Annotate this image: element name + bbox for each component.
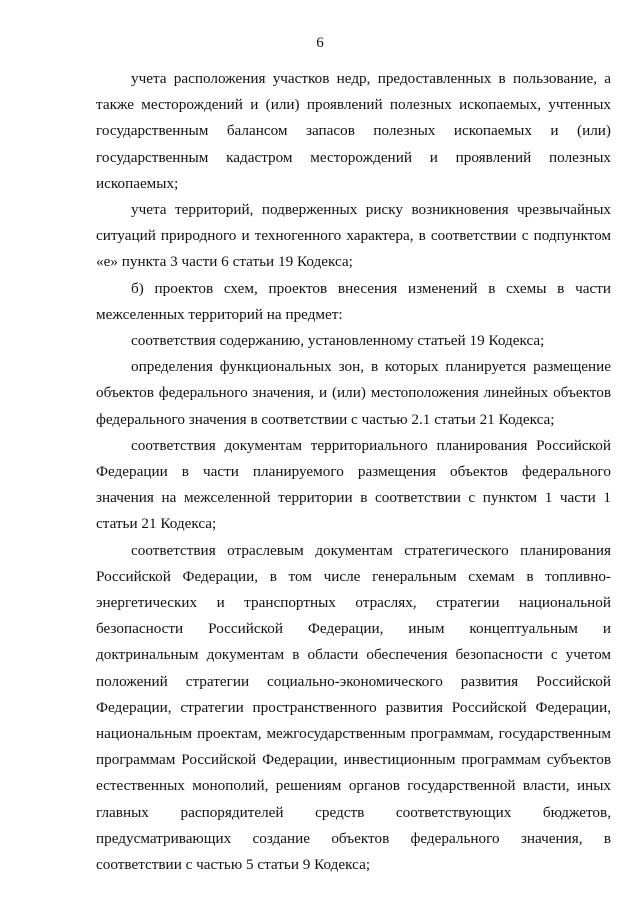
page-number: 6 xyxy=(316,35,324,51)
document-body xyxy=(96,66,611,878)
paragraph-functional-zones: определения функциональных зон, в которых планируется размещение объектов федерального значения, и (или) местоположения линейных объектов федерального значения в соответствии с частью 2.1 статьи 21 Кодекса; xyxy=(96,358,611,428)
paragraph-draft-schemes: б) проектов схем, проектов внесения изменений в схемы в части межселенных территорий на предмет: xyxy=(96,279,611,323)
paragraph-strategic-planning-compliance: соответствия отраслевым документам стратегического планирования Российской Федерации, в том числе генеральным схемам в топливно-энергетических и транспортных отраслях, стратегии национальной безопасности Российской Федерации, иным концептуальным и доктринальным документам в области обеспечения безопасности с учетом положений стратегии социально-экономического развития Российской Федерации, стратегии пространственного развития Российской Федерации, национальным проектам, межгосударственным программам, государственным программам Российской Федерации, инвестиционным программам субъектов естественных монополий, решениям органов государственной власти, иных главных распорядителей средств соответствующих бюджетов, предусматривающих создание объектов федерального значения, в соответствии с частью 5 статьи 9 Кодекса; xyxy=(96,541,611,874)
paragraph-emergency-risk-territories: учета территорий, подверженных риску возникновения чрезвычайных ситуаций природного и техногенного характера, в соответствии с подпунктом «е» пункта 3 части 6 статьи 19 Кодекса; xyxy=(96,201,611,271)
paragraph-subsoil-accounting: учета расположения участков недр, предоставленных в пользование, а также месторождений и (или) проявлений полезных ископаемых, учтенных государственным балансом запасов полезных ископаемых и (или) государственным кадастром месторождений и проявлений полезных ископаемых; xyxy=(96,70,611,192)
paragraph-territorial-planning-compliance: соответствия документам территориального планирования Российской Федерации в части планируемого размещения объектов федерального значения на межселенной территории в соответствии с пунктом 1 части 1 статьи 21 Кодекса; xyxy=(96,436,611,533)
paragraph-content-compliance: соответствия содержанию, установленному статьей 19 Кодекса; xyxy=(131,332,545,350)
